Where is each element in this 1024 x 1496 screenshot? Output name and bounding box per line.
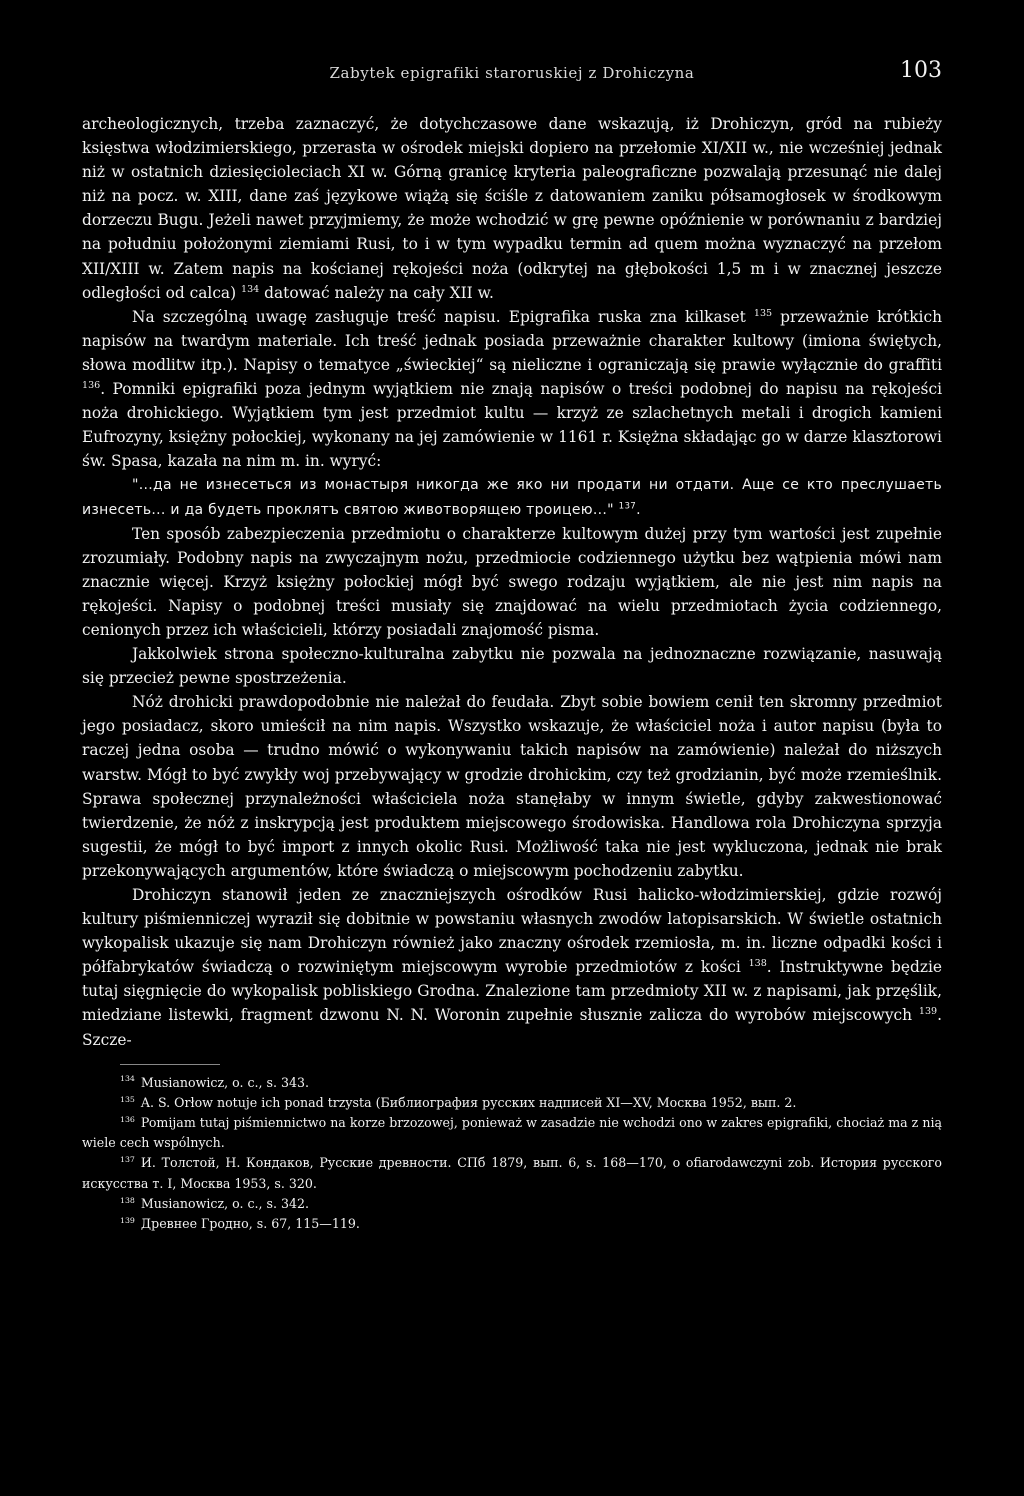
footnote-text: Pomijam tutaj piśmiennictwo na korze brzozowej, ponieważ w zasadzie nie wchodzi ono w zakres epigrafiki, chociaż ma z nią wiele cech wspólnych.	[82, 1115, 942, 1151]
paragraph	[82, 112, 942, 305]
footnote-reference: 135	[753, 307, 773, 319]
paragraph	[82, 690, 942, 883]
paragraph	[82, 883, 942, 1052]
footnote-number: 137	[120, 1155, 135, 1165]
footnote	[82, 1093, 942, 1113]
text-segment: Drohiczyn stanowił jeden ze znaczniejszych ośrodków Rusi halicko-włodzimierskiej, gdzie rozwój kultury piśmienniczej wyraził się dobitnie w powstaniu własnych zwodów latopisarskich. W świetle ostatnich wykopalisk ukazuje się nam Drohiczyn również jako znaczny ośrodek rzemiosła, m. in. liczne odpadki kości i półfabrykatów świadczą o rozwiniętym miejscowym wyrobie przedmiotów z kości	[82, 886, 942, 977]
footnote-text: Древнее Гродно, s. 67, 115—119.	[140, 1216, 360, 1232]
footnote-reference: 136	[82, 379, 101, 391]
footnotes	[82, 1073, 942, 1235]
footnote-number: 136	[120, 1114, 135, 1124]
text-segment: . Szcze-	[82, 1006, 942, 1049]
footnote-text: И. Толстой, Н. Кондаков, Русские древности. СПб 1879, вып. 6, s. 168—170, o ofiarodawczyni zob. История русского искусства т. I, Москва 1953, s. 320.	[82, 1155, 942, 1191]
text-segment: . Instruktywne będzie tutaj sięgnięcie do wykopalisk pobliskiego Grodna. Znalezione tam przedmioty XII w. z napisami, jak przęślik, miedziane listewki, fragment dzwonu N. N. Woronin zupełnie słusznie zalicza do wyrobów miejscowych	[82, 958, 942, 1025]
text-segment: przeważnie krótkich napisów na twardym materiale. Ich treść jednak posiada przeważnie charakter kultowy (imiona świętych, słowa modlitw itp.). Napisy o tematyce „świeckiej“ są nieliczne i ograniczają się prawie wyłącznie do graffiti	[82, 307, 942, 374]
footnote-divider	[120, 1064, 220, 1065]
footnote-reference: 138	[748, 958, 767, 970]
footnote	[82, 1214, 942, 1234]
footnote	[82, 1194, 942, 1214]
body-text	[82, 112, 942, 1052]
paragraph	[82, 305, 942, 474]
footnote-reference: 134	[241, 283, 260, 295]
text-segment: "...да не изнесеться из монастыря никогда же яко ни продати ни отдати. Аще се кто преслушаеть изнесеть... и да будеть проклятъ святою животворящею троицею..."	[82, 477, 942, 518]
text-segment: archeologicznych, trzeba zaznaczyć, że dotychczasowe dane wskazują, iż Drohiczyn, gród na rubieży księstwa włodzimierskiego, przerasta w ośrodek miejski dopiero na przełomie XI/XII w., nie wcześniej jednak niż w ostatnich dziesięcioleciach XI w. Górną granicę kryteria paleograficzne pozwalają przesunąć nie dalej niż na pocz. w. XIII, dane zaś językowe wiążą się ściśle z datowaniem zaniku półsamogłosek w środkowym dorzeczu Bugu. Jeżeli nawet przyjmiemy, że może wchodzić w grę pewne opóźnienie w porównaniu z bardziej na południu położonymi ziemiami Rusi, to i w tym wypadku termin ad quem można wyznaczyć na przełom XII/XIII w. Zatem napis na kościanej rękojeści noża (odkrytej na głębokości 1,5 m i w znacznej jeszcze odległości od calca)	[82, 115, 942, 302]
text-segment: Na szczególną uwagę zasługuje treść napisu. Epigrafika ruska zna kilkaset	[132, 307, 754, 326]
page-number: 103	[900, 58, 942, 83]
footnote-number: 139	[120, 1215, 135, 1225]
text-segment: Ten sposób zabezpieczenia przedmiotu o charakterze kultowym dużej przy tym wartości jest zupełnie zrozumiały. Podobny napis na zwyczajnym nożu, przedmiocie codziennego użytku bez wątpienia mówi nam znacznie więcej. Krzyż księżny połockiej mógł być swego rodzaju wyjątkiem, ale nie jest nim napis na rękojeści. Napisy o podobnej treści musiały się znajdować na wielu przedmiotach życia codziennego, cenionych przez ich właścicieli, którzy posiadali znajomość pisma.	[82, 524, 942, 639]
paragraph	[82, 642, 942, 690]
text-segment: . Pomniki epigrafiki poza jednym wyjątkiem nie znają napisów o treści podobnej do napisu na rękojeści noża drohickiego. Wyjątkiem tym jest przedmiot kultu — krzyż ze szlachetnych metali i drogich kamieni Eufrozyny, księżny połockiej, wykonany na jej zamówienie w 1161 r. Księżna składając go w darze klasztorowi św. Spasa, kazała na nim m. in. wyryć:	[82, 380, 942, 471]
footnote	[82, 1113, 942, 1153]
footnote-text: Musianowicz, o. c., s. 343.	[140, 1074, 310, 1090]
running-head	[82, 58, 942, 92]
footnote-number: 135	[120, 1094, 135, 1104]
paragraph	[82, 522, 942, 642]
footnote	[82, 1153, 942, 1193]
footnote-text: Musianowicz, o. c., s. 342.	[140, 1195, 310, 1211]
text-segment: datować należy na cały XII w.	[259, 283, 494, 302]
footnote	[82, 1073, 942, 1093]
footnote-text: A. S. Orłow notuje ich ponad trzysta (Библиография русских надписей XI—XV, Москва 1952, вып. 2.	[140, 1094, 797, 1110]
running-title: Zabytek epigrafiki staroruskiej z Drohiczyna	[329, 64, 695, 82]
text-segment: .	[636, 501, 641, 518]
footnote-number: 138	[120, 1195, 135, 1205]
footnote-number: 134	[120, 1074, 135, 1084]
text-segment: Nóż drohicki prawdopodobnie nie należał do feudała. Zbyt sobie bowiem cenił ten skromny przedmiot jego posiadacz, skoro umieścił na nim napis. Wszystko wskazuje, że właściciel noża i autor napisu (była to raczej jedna osoba — trudno mówić o wykonywaniu takich napisów na zamówienie) należał do niższych warstw. Mógł to być zwykły woj przebywający w grodzie drohickim, czy też grodzianin, być może rzemieślnik. Sprawa społecznej przynależności właściciela noża stanęłaby w innym świetle, gdyby zakwestionować twierdzenie, że nóż z inskrypcją jest produktem miejscowego środowiska. Handlowa rola Drohiczyna sprzyja sugestii, że mógł to być import z innych okolic Rusi. Możliwość taka nie jest wykluczona, jednak nie brak przekonywających argumentów, które świadczą o miejscowym pochodzeniu zabytku.	[82, 693, 942, 880]
footnote-reference: 137	[618, 500, 637, 511]
footnote-reference: 139	[918, 1006, 938, 1018]
text-segment: Jakkolwiek strona społeczno-kulturalna zabytku nie pozwala na jednoznaczne rozwiązanie, nasuwają się przecież pewne spostrzeżenia.	[82, 645, 942, 688]
quotation-paragraph	[82, 473, 942, 521]
